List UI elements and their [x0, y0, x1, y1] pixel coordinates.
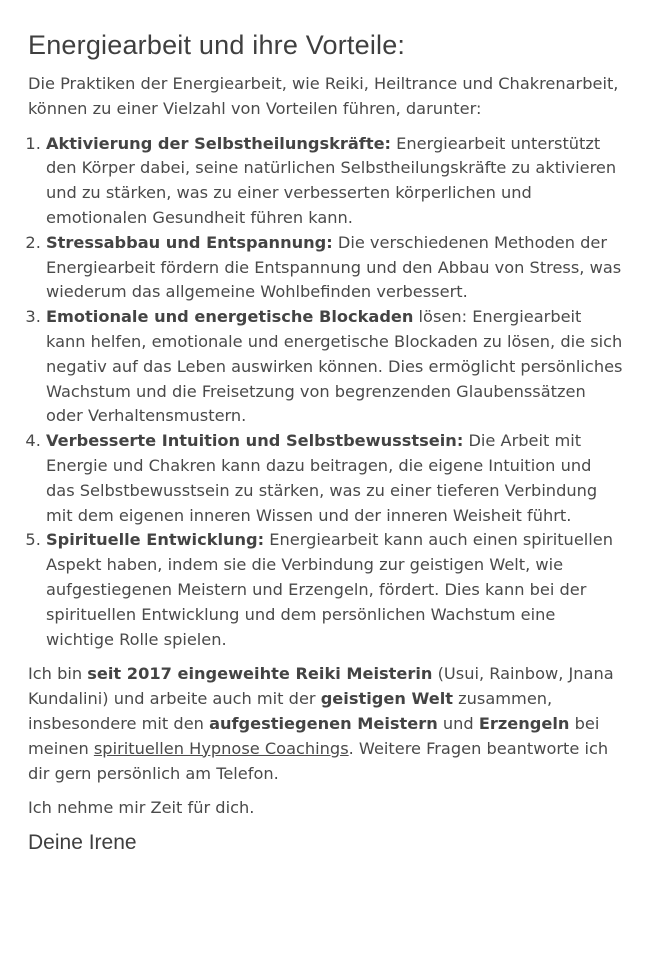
closing-emphasis: seit 2017 eingeweihte Reiki Meisterin [87, 664, 433, 684]
closing-emphasis: aufgestiegenen Meistern [209, 713, 438, 733]
list-item [46, 429, 624, 528]
benefit-title: Verbesserte Intuition und Selbstbewusstsein: [46, 431, 464, 451]
benefit-title: Stressabbau und Entspannung: [46, 232, 333, 252]
intro-paragraph: Die Praktiken der Energiearbeit, wie Reiki, Heiltrance und Chakrenarbeit, können zu einer Vielzahl von Vorteilen führen, darunter: [28, 74, 619, 118]
closing-emphasis: geistigen Welt [320, 689, 454, 709]
signature: Deine Irene [28, 831, 137, 855]
list-item [46, 528, 624, 652]
benefit-title: Spirituelle Entwicklung: [46, 530, 265, 550]
closing-paragraph [28, 662, 624, 786]
page-title: Energiearbeit und ihre Vorteile: [28, 30, 406, 60]
closing-text: (Usui, Rainbow, Jnana Kundalini) und arbeite auch mit der [28, 664, 614, 709]
benefit-text: lösen: Energiearbeit kann helfen, emotionale und energetische Blockaden zu lösen, die sich negativ auf das Leben auswirken können. Dies ermöglicht persönliches Wachstum und die Freisetzung von begrenzenden Glaubenssätzen oder Verhaltensmustern. [46, 307, 623, 426]
list-item [46, 231, 624, 305]
closing-text: bei meinen [28, 713, 600, 758]
benefit-title: Aktivierung der Selbstheilungskräfte: [46, 133, 392, 153]
benefit-title: Emotionale und energetische Blockaden [46, 307, 414, 327]
list-item [46, 132, 624, 231]
closing-emphasis: Erzengeln [478, 713, 570, 733]
list-item [46, 305, 624, 429]
time-note: Ich nehme mir Zeit für dich. [28, 798, 255, 818]
closing-text: . Weitere Fragen beantworte ich dir gern persönlich am Telefon. [28, 738, 609, 783]
benefit-text: Energiearbeit unterstützt den Körper dabei, seine natürlichen Selbstheilungskräfte zu aktivieren und zu stärken, was zu einer verbesserten körperlichen und emotionalen Gesundheit führen kann. [46, 133, 617, 227]
benefits-list [28, 132, 624, 653]
hypnose-coachings-link[interactable]: spirituellen Hypnose Coachings [93, 738, 349, 758]
benefit-text: Energiearbeit kann auch einen spirituellen Aspekt haben, indem sie die Verbindung zur geistigen Welt, wie aufgestiegenen Meistern und Erzengeln, fördert. Dies kann bei der spirituellen Entwicklung und dem persönlichen Wachstum eine wichtige Rolle spielen. [46, 530, 613, 649]
benefit-text: Die verschiedenen Methoden der Energiearbeit fördern die Entspannung und den Abbau von Stress, was wiederum das allgemeine Wohlbefinden verbessert. [46, 232, 622, 302]
benefit-text: Die Arbeit mit Energie und Chakren kann dazu beitragen, die eigene Intuition und das Selbstbewusstsein zu stärken, was zu einer tieferen Verbindung mit dem eigenen inneren Wissen und der inneren Weisheit führt. [46, 431, 598, 525]
closing-text: zusammen, insbesondere mit den [28, 689, 553, 733]
closing-text: Ich bin [28, 664, 88, 684]
closing-text: und [437, 713, 479, 733]
